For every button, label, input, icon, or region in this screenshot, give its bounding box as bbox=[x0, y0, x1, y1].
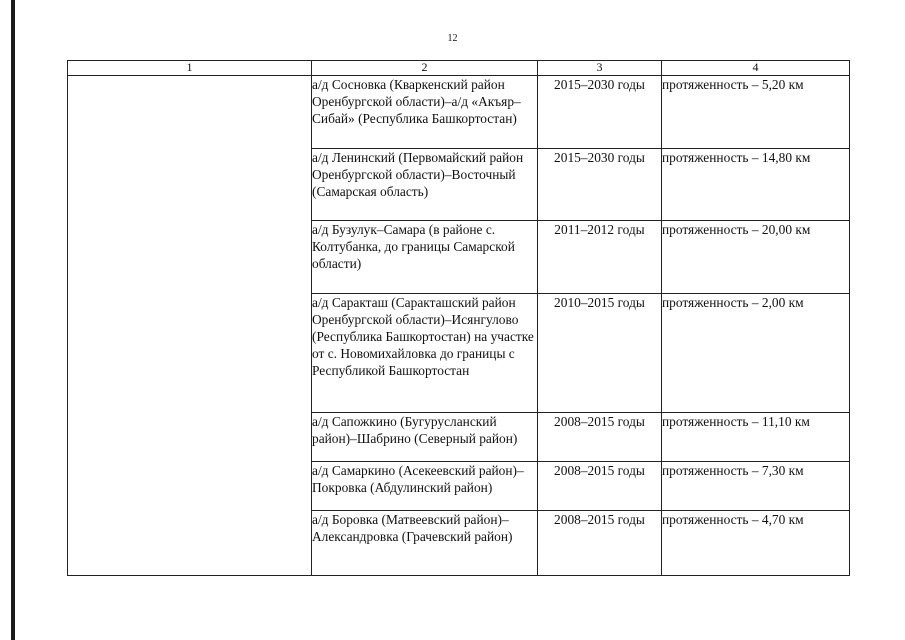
period: 2010–2015 годы bbox=[538, 293, 662, 413]
road-name: а/д Бузулук–Самара (в районе с. Колтубанка, до границы Самарской области) bbox=[312, 221, 538, 294]
road-program-table bbox=[67, 60, 850, 576]
col1-merged-cell bbox=[68, 76, 312, 576]
length: протяженность – 5,20 км bbox=[662, 76, 850, 149]
length: протяженность – 14,80 км bbox=[662, 148, 850, 221]
length: протяженность – 7,30 км bbox=[662, 462, 850, 511]
period: 2008–2015 годы bbox=[538, 511, 662, 576]
header-col-1: 1 bbox=[68, 61, 312, 76]
period: 2008–2015 годы bbox=[538, 462, 662, 511]
table-row bbox=[68, 76, 850, 149]
road-name: а/д Саракташ (Саракташский район Оренбургской области)–Исянгулово (Республика Башкортостан) на участке от с. Новомихайловка до границы с Республикой Башкортостан bbox=[312, 293, 538, 413]
scan-edge-shadow bbox=[11, 0, 15, 640]
length: протяженность – 20,00 км bbox=[662, 221, 850, 294]
road-name: а/д Боровка (Матвеевский район)–Александровка (Грачевский район) bbox=[312, 511, 538, 576]
table-header-row bbox=[68, 61, 850, 76]
page-number: 12 bbox=[447, 33, 458, 44]
road-name: а/д Ленинский (Первомайский район Оренбургской области)–Восточный (Самарская область) bbox=[312, 148, 538, 221]
road-name: а/д Самаркино (Асекеевский район)–Покровка (Абдулинский район) bbox=[312, 462, 538, 511]
road-name: а/д Сапожкино (Бугурусланский район)–Шабрино (Северный район) bbox=[312, 413, 538, 462]
road-name: а/д Сосновка (Кваркенский район Оренбургской области)–а/д «Акъяр–Сибай» (Республика Башкортостан) bbox=[312, 76, 538, 149]
period: 2015–2030 годы bbox=[538, 148, 662, 221]
period: 2011–2012 годы bbox=[538, 221, 662, 294]
header-col-4: 4 bbox=[662, 61, 850, 76]
header-col-3: 3 bbox=[538, 61, 662, 76]
length: протяженность – 11,10 км bbox=[662, 413, 850, 462]
length: протяженность – 2,00 км bbox=[662, 293, 850, 413]
header-col-2: 2 bbox=[312, 61, 538, 76]
period: 2008–2015 годы bbox=[538, 413, 662, 462]
period: 2015–2030 годы bbox=[538, 76, 662, 149]
length: протяженность – 4,70 км bbox=[662, 511, 850, 576]
